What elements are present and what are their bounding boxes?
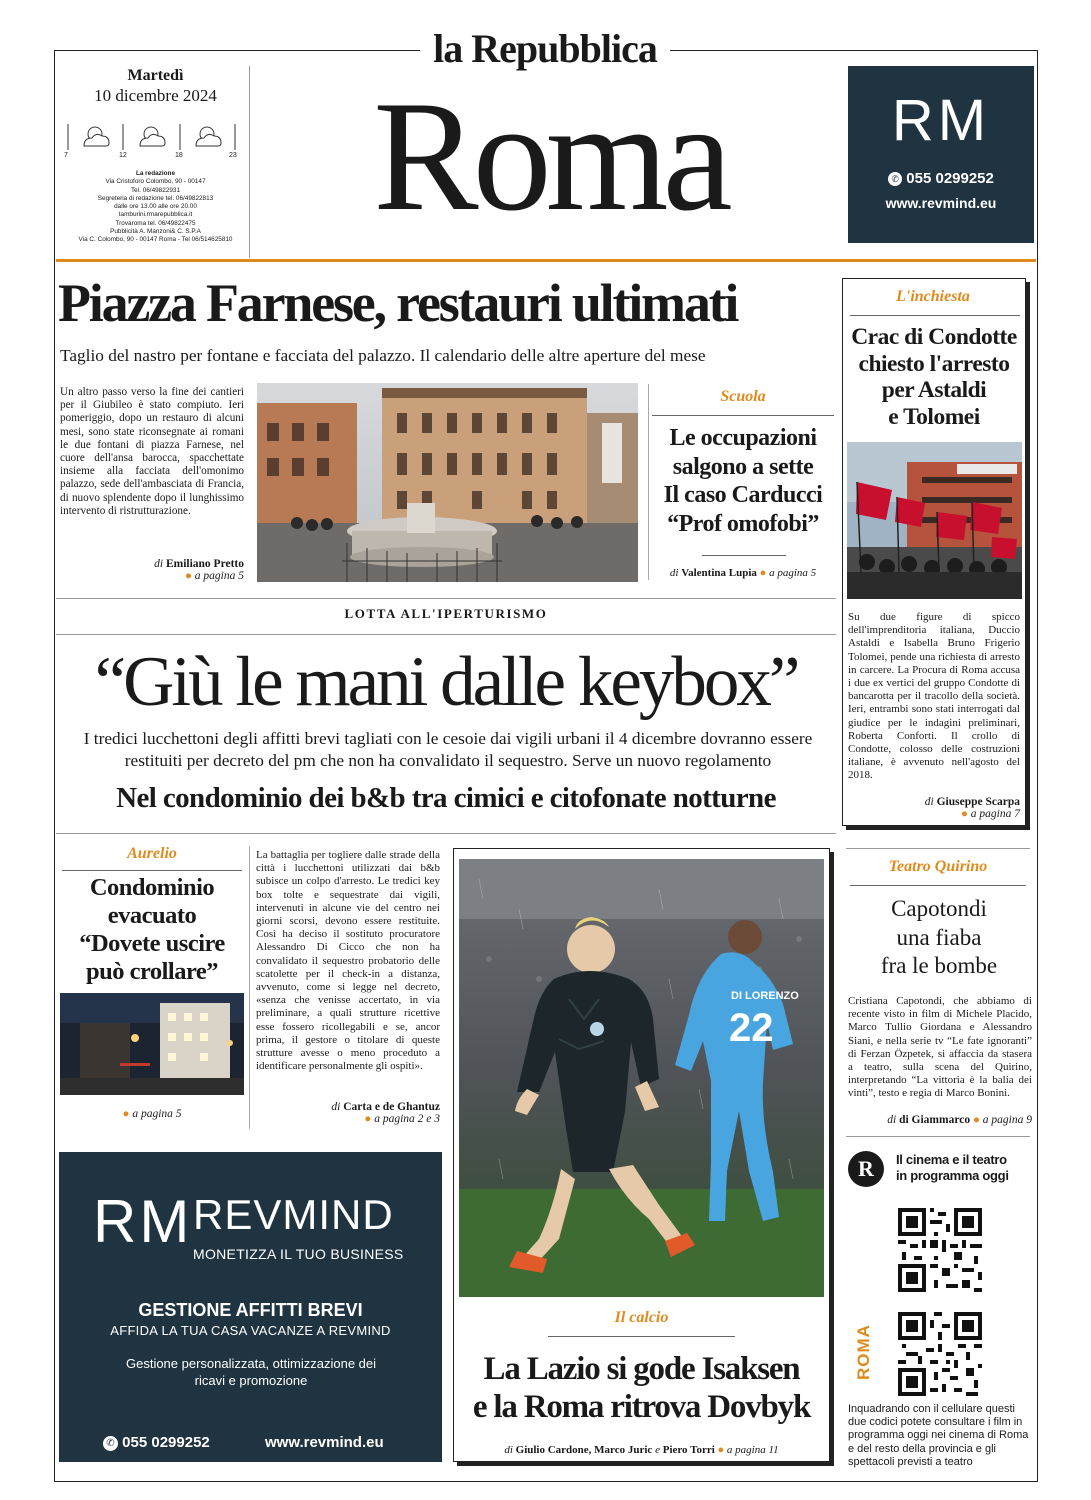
teatro-author: di Giammarco (899, 1114, 971, 1126)
bottom-ad-phone-row (103, 1434, 210, 1451)
temp-3: 18 (175, 152, 183, 159)
bottom-ad[interactable] (59, 1152, 442, 1462)
inchiesta-page: a pagina 7 (970, 808, 1020, 820)
date-full: 10 dicembre 2024 (94, 86, 217, 105)
bottom-ad-brand: REVMIND (193, 1191, 394, 1238)
phone-icon: ✆ (103, 1436, 118, 1451)
keybox-second-headline: Nel condominio dei b&b tra cimici e citofonate notturne (116, 782, 776, 814)
headline-line: Condominio (89, 874, 215, 901)
calcio-headline (455, 1350, 828, 1426)
headline-line: fra le bombe (880, 953, 998, 978)
keybox-headline: “Giù le mani dalle keybox” (94, 643, 798, 721)
redazione-line: dalle ore 13.00 alle ore 20.00 (114, 203, 197, 211)
headline-line: Capotondi (891, 896, 987, 921)
headline-line: “Prof omofobi” (667, 510, 819, 537)
calcio-rule (548, 1336, 735, 1337)
teatro-top-rule (846, 848, 1030, 849)
inchiesta-body: Su due figure di spicco dell'imprenditoria italiana, Duccio Astaldi e Isabella Bruno Frigerio Tolomei, pende una richiesta di arresto in carcere. La Procura di Roma accusa i due ex vertici del gruppo Condotte di bancarotta per il tracollo della società. Ieri, entrambi sono stati interrogati dal giudice per le indagini preliminari, Roberta Conforti. Il crollo di Condotte, colosso delle costruzioni italiane, è avvenuto nell'agosto del 2018. (848, 611, 1020, 782)
bottom-ad-desc: Gestione personalizzata, ottimizzazione dei ricavi e promozione (125, 1356, 377, 1388)
inchiesta-author: Giuseppe Scarpa (936, 796, 1020, 808)
bullet-icon: ● (960, 808, 968, 820)
bullet-icon: ● (972, 1114, 980, 1126)
redazione-line: La redazione (135, 170, 176, 177)
keybox-byline: di Carta e de Ghantuz ● a pagina 2 e 3 (331, 1101, 440, 1125)
headline-line: “Dovete uscire (79, 930, 225, 957)
scuola-divider (648, 384, 649, 580)
cinema-title-line: Il cinema e il teatro (896, 1152, 1007, 1167)
lead-body: Un altro passo verso la fine dei cantieri per il Giubileo è stato compiuto. Ieri pomeriggio, dopo un restauro di alcuni mesi, sono state riconsegnate ai romani le due fontani di piazza Farnese, nel cuore dell'ansa barocca, spacchettate insieme alla facciata dell'omonimo palazzo, sede dell'ambasciata di Francia, di nuovo splendente dopo il lunghissimo intervento di ristrutturazione. (60, 386, 244, 517)
headline-line: per Astaldi (881, 377, 987, 403)
weather-icons (62, 120, 250, 164)
date-day: Martedì (127, 67, 184, 84)
headline-line: chiesto l'arresto (858, 350, 1010, 377)
phone-icon: ✆ (888, 172, 902, 186)
keybox-body: La battaglia per togliere dalle strade della città i lucchettoni utilizzati dai b&b subisce un colpo d'arresto. Le tredici key box tolte e sequestrate dai vigili, intervenuti in alcune vie del centro nei giorni scorsi, devono essere restituite. Così ha deciso il sostituto procuratore Alessandro Di Cicco che non ha convalidato il sequestro probatorio delle scatolette per il check-in a distanza, avvenuto, come si legge nel decreto, «senza che venisse accertato, in via preliminare, a quali strutture ricettive esse fossero ricollegabili e se, ancor prima, il gestore o titolare di queste strutture avesse o meno proceduto a identificare personalmente gli ospiti». (256, 849, 440, 1073)
headline-line: e la Roma ritrova Dovbyk (472, 1389, 811, 1425)
cinema-body: Inquadrando con il cellulare questi due codici potete consultare i film in programma oggi nei cinema di Roma e del resto della provincia e gli spettacoli previsti a teatro (848, 1403, 1029, 1468)
headline-line: può crollare” (85, 958, 219, 985)
redazione-line: Segreteria di redazione tel. 06/49822813 (97, 194, 214, 202)
scuola-kicker: Scuola (720, 388, 766, 405)
lead-subhead: Taglio del nastro per fontane e facciata del palazzo. Il calendario delle altre aperture del mese (60, 346, 706, 365)
bullet-icon: ● (717, 1444, 725, 1456)
temp-1: 7 (64, 152, 68, 159)
bullet-icon: ● (364, 1113, 372, 1125)
calcio-kicker: Il calcio (614, 1309, 669, 1326)
inchiesta-rule (850, 315, 1020, 316)
keybox-subhead: I tredici lucchettoni degli affitti brevi tagliati con le cesoie dai vigili urbani il 4 dicembre dovranno essere restituiti per decreto del pm che non ha convalidato il sequestro. Serve un nuovo regolamento (83, 729, 813, 770)
aurelio-page: a pagina 5 (132, 1108, 182, 1120)
keybox-page: a pagina 2 e 3 (374, 1113, 440, 1125)
top-ad[interactable] (848, 66, 1034, 243)
top-ad-phone: 055 0299252 (906, 170, 994, 187)
temp-2: 12 (119, 152, 127, 159)
teatro-byline: di di Giammarco ● a pagina 9 (887, 1114, 1032, 1126)
calcio-authors-b: Piero Torri (662, 1444, 715, 1456)
qr-code-cinema[interactable] (898, 1208, 982, 1292)
bottom-ad-subtitle: AFFIDA LA TUA CASA VACANZE A REVMIND (110, 1323, 391, 1338)
lead-byline: di Emiliano Pretto ● a pagina 5 (154, 558, 244, 582)
headline-line: Il caso Carducci (663, 482, 823, 508)
weather-strip (62, 120, 249, 164)
teatro-page: a pagina 9 (982, 1114, 1032, 1126)
bullet-icon: ● (759, 567, 767, 579)
keybox-author: Carta e de Ghantuz (343, 1101, 440, 1113)
keybox-bottom-rule (56, 833, 836, 834)
redazione-line: Via C. Colombo, 90 - 00147 Roma - Tel 06/514625810 (78, 236, 233, 244)
teatro-headline (846, 895, 1032, 981)
aurelio-headline (58, 874, 246, 986)
calcio-page: a pagina 11 (726, 1444, 779, 1456)
scuola-page: a pagina 5 (769, 567, 817, 579)
redazione-line: Tel. 06/49822931 (130, 186, 181, 194)
scuola-rule (652, 415, 834, 416)
teatro-bottom-rule (846, 1136, 1030, 1137)
inchiesta-headline (844, 324, 1024, 430)
scuola-headline (652, 424, 834, 538)
masthead-brand: la Repubblica (433, 26, 657, 71)
headline-line: La Lazio si gode Isaksen (483, 1351, 800, 1387)
headline-line: e Tolomei (888, 403, 980, 430)
redazione-line: Trovaroma tel. 06/49822475 (115, 219, 196, 227)
lead-author: Emiliano Pretto (165, 558, 244, 570)
top-ad-logo: RM (891, 88, 991, 153)
cinema-title (896, 1152, 1036, 1184)
calcio-photo (459, 859, 824, 1297)
aurelio-kicker: Aurelio (127, 845, 177, 862)
qr-code-teatro[interactable] (898, 1312, 982, 1396)
headline-line: una fiaba (896, 924, 982, 950)
cinema-badge: R (848, 1151, 884, 1187)
scuola-author: Valentina Lupia (681, 567, 757, 579)
keybox-rule-2 (56, 634, 836, 635)
teatro-rule (850, 885, 1026, 886)
bottom-ad-title: GESTIONE AFFITTI BREVI (138, 1300, 363, 1320)
scuola-byline: di Valentina Lupia ● a pagina 5 (669, 567, 817, 579)
calcio-authors-a: Giulio Cardone, Marco Juric (515, 1444, 653, 1456)
bottom-ad-logo: RM (93, 1188, 193, 1255)
headline-line: Crac di Condotte (851, 324, 1017, 350)
header-rule (56, 259, 1036, 262)
teatro-kicker: Teatro Quirino (888, 858, 988, 875)
headline-line: evacuato (107, 902, 197, 929)
teatro-body: Cristiana Capotondi, che abbiamo di recente visto in film di Michele Placido, Marco Tullio Giordana e Alessandro Siani, e nella serie tv “Le fate ignoranti” di Ferzan Özpetek, si affaccia da stasera a teatro, sulla scena del Quirino, interpretando “La vittoria è la balia dei vinti”, testo e regia di Marco Bonini. (848, 995, 1032, 1100)
calcio-byline: di Giulio Cardone, Marco Juric e Piero Torri ● a pagina 11 (504, 1444, 779, 1456)
bullet-icon: ● (122, 1108, 130, 1120)
redazione-line: Via Cristoforo Colombo, 90 - 00147 (105, 178, 206, 186)
redazione-line: Pubblicità A. Manzoni& C. S.P.A (110, 228, 201, 236)
lead-page: a pagina 5 (194, 570, 244, 582)
inchiesta-kicker: L'inchiesta (896, 288, 970, 305)
inchiesta-byline: di Giuseppe Scarpa ● a pagina 7 (924, 796, 1020, 820)
bottom-ad-tagline: MONETIZZA IL TUO BUSINESS (193, 1246, 404, 1262)
top-ad-url: www.revmind.eu (885, 195, 997, 211)
aurelio-byline (60, 1108, 244, 1120)
jersey-name: DI LORENZO (731, 990, 799, 1002)
aurelio-photo (60, 993, 244, 1095)
bottom-ad-phone: 055 0299252 (122, 1434, 210, 1451)
redazione-info (62, 170, 249, 245)
headline-line: salgono a sette (672, 453, 814, 480)
top-ad-phone-row (848, 170, 1034, 187)
inchiesta-photo (847, 442, 1022, 599)
temp-4: 23 (229, 152, 237, 159)
bottom-ad-url: www.revmind.eu (265, 1434, 384, 1451)
aurelio-divider (249, 846, 250, 1129)
cinema-title-line: in programma oggi (896, 1168, 1009, 1183)
lead-headline: Piazza Farnese, restauri ultimati (58, 273, 738, 333)
jersey-number: 22 (729, 1006, 774, 1050)
date-box (62, 66, 250, 258)
scuola-short-rule (702, 555, 786, 556)
bullet-icon: ● (184, 570, 192, 582)
keybox-top-rule (56, 598, 836, 599)
lead-photo (257, 383, 638, 582)
keybox-kicker: LOTTA ALL'IPERTURISMO (344, 606, 548, 621)
edition-title: Roma (373, 69, 727, 244)
redazione-line: tamburini.rmarepubblica.it (118, 211, 193, 219)
cinema-vertical-label: ROMA (854, 1324, 873, 1380)
headline-line: Le occupazioni (669, 425, 817, 451)
aurelio-rule (62, 870, 242, 871)
